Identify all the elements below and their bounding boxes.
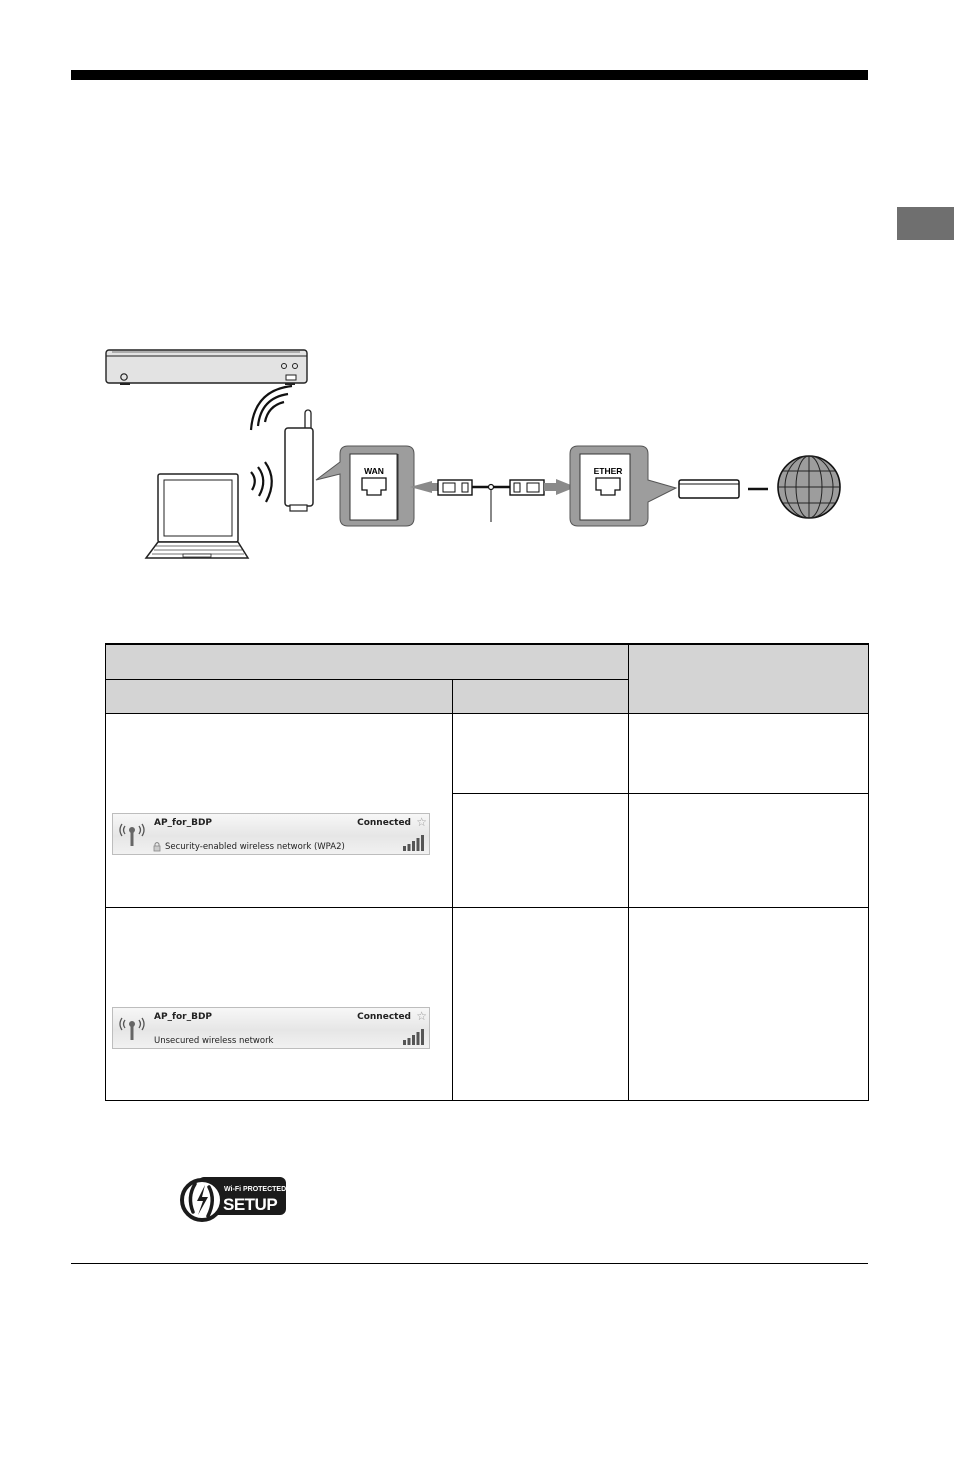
wps-logo-line2: SETUP bbox=[223, 1195, 278, 1214]
network-entry-unsecured bbox=[112, 1007, 430, 1049]
table-header-row1 bbox=[105, 643, 628, 679]
table-header-right bbox=[628, 643, 868, 713]
table-header-col2 bbox=[452, 679, 628, 713]
wireless-signal-icon bbox=[251, 462, 272, 502]
internet-globe-icon bbox=[778, 456, 840, 518]
laptop-icon bbox=[146, 474, 248, 558]
player-icon bbox=[106, 350, 307, 385]
star-icon: ☆ bbox=[416, 1009, 427, 1023]
signal-strength-icon bbox=[403, 835, 425, 851]
ether-port-callout bbox=[570, 446, 676, 526]
section-tab bbox=[897, 207, 954, 240]
wan-port-callout bbox=[316, 446, 414, 526]
wireless-signal-icon bbox=[251, 386, 292, 430]
network-ssid: AP_for_BDP bbox=[154, 1012, 213, 1022]
wifi-protected-setup-logo bbox=[178, 1175, 290, 1225]
network-status: Connected bbox=[357, 1012, 411, 1022]
wireless-router-icon bbox=[285, 410, 313, 511]
network-diagram bbox=[100, 340, 845, 572]
network-status: Connected bbox=[357, 818, 411, 828]
network-description: Unsecured wireless network bbox=[154, 1036, 274, 1046]
wireless-antenna-icon bbox=[119, 820, 145, 848]
table-header-col1 bbox=[105, 679, 452, 713]
wireless-antenna-icon bbox=[119, 1014, 145, 1042]
lock-icon bbox=[153, 841, 161, 852]
wan-port-label: WAN bbox=[364, 466, 384, 476]
header-rule bbox=[71, 70, 868, 80]
lan-cable-icon bbox=[410, 479, 576, 522]
wps-logo-line1: Wi-Fi PROTECTED bbox=[224, 1186, 287, 1193]
star-icon: ☆ bbox=[416, 815, 427, 829]
network-ssid: AP_for_BDP bbox=[154, 818, 213, 828]
footer-rule bbox=[71, 1263, 868, 1264]
network-entry-secured bbox=[112, 813, 430, 855]
ether-port-label: ETHER bbox=[593, 466, 623, 476]
network-description: Security-enabled wireless network (WPA2) bbox=[165, 842, 345, 852]
signal-strength-icon bbox=[403, 1029, 425, 1045]
modem-icon bbox=[679, 480, 768, 498]
